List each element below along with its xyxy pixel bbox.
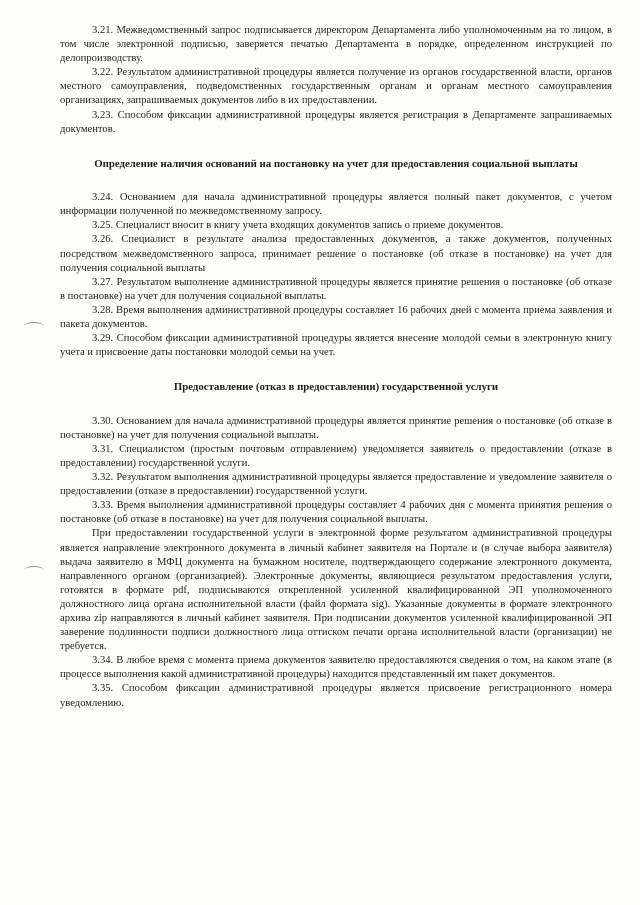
paragraph: 3.24. Основанием для начала административной процедуры является полный пакет документов, с учетом информации полученной по межведомственному запросу.: [60, 192, 612, 218]
section-eligibility: [60, 157, 612, 361]
paragraph: 3.33. Время выполнения административной процедуры составляет 4 рабочих дня с момента принятия решения о постановке (об отказе в постановке) на учет для получения социальной выплаты.: [60, 500, 612, 526]
paragraph: 3.30. Основанием для начала административной процедуры является принятие решения о постановке (об отказе в постановке) на учет для получения социальной выплаты.: [60, 415, 612, 441]
section-provision: [60, 380, 612, 710]
paragraph: 3.27. Результатом выполнение административной процедуры является принятие решения о постановке (об отказе в постановке) на учет для получения социальной выплаты.: [60, 276, 612, 302]
paragraph: 3.22. Результатом административной процедуры является получение из органов государственной власти, органов местного самоуправления, подведомственных государственным органам и органам местного самоуправления организациях, запрашиваемых документов либо в их предоставлении.: [60, 67, 612, 107]
paragraph: 3.29. Способом фиксации административной процедуры является внесение молодой семьи в электронную книгу учета и присвоение даты постановки молодой семьи на учет.: [60, 333, 612, 359]
paragraph: 3.28. Время выполнения административной процедуры составляет 16 рабочих дней с момента приема заявления и пакета документов.: [60, 304, 612, 330]
section-heading: Определение наличия оснований на постановку на учет для предоставления социальной выплаты: [94, 157, 578, 170]
paragraph: 3.21. Межведомственный запрос подписывается директором Департамента либо уполномоченным на то лицом, в том числе электронной подписью, заверяется печатью Департамента в порядке, определенном инструкцией по делопроизводству.: [60, 25, 612, 65]
section-heading: Предоставление (отказ в предоставлении) государственной услуги: [173, 381, 499, 394]
paragraph: При предоставлении государственной услуги в электронной форме результатом административной процедуры является направление электронного документа в личный кабинет заявителя на Портале и (в случае выбора заявителя) выдача заявителю в МФЦ документа на бумажном носителе, подтверждающего содержание электронного документа, направленного органом (организацией). Электронные документы, являющиеся результатом предоставления услуги, готовятся в формате pdf, подписываются открепленной усиленной квалифицированной ЭП уполномоченного должностного лица органа исполнительной власти (файл формата sig). Указанные документы в формате электронного архива zip направляются в личный кабинет заявителя. При подписании документов усиленной квалифицированной ЭП заверение подлинности подписи должностного лица оттиском печати органа исполнительной власти (организации) не требуется.: [60, 528, 612, 653]
margin-mark: [24, 566, 44, 575]
paragraph: 3.35. Способом фиксации административной процедуры является присвоение регистрационного номера уведомлению.: [60, 683, 612, 709]
paragraph: 3.34. В любое время с момента приема документов заявителю предоставляются сведения о том, на каком этапе (в процессе выполнения какой административной процедуры) находится представленный им пакет документов.: [60, 655, 612, 681]
paragraph: 3.32. Результатом выполнения административной процедуры является предоставление и уведомление заявителя о предоставлении (отказе в предоставлении) государственной услуги.: [60, 472, 612, 498]
paragraph: 3.31. Специалистом (простым почтовым отправлением) уведомляется заявитель о предоставлении (отказе в предоставлении) государственной услуги.: [60, 443, 612, 469]
document-page: [60, 24, 612, 711]
paragraph: 3.25. Специалист вносит в книгу учета входящих документов запись о приеме документов.: [92, 220, 504, 232]
margin-mark: [24, 322, 44, 331]
section-intro: [60, 24, 612, 137]
paragraph: 3.26. Специалист в результате анализа предоставленных документов, а также документов, полученных посредством межведомственного запроса, принимает решение о постановке (об отказе в постановке) на учет для получения социальной выплаты: [60, 234, 612, 274]
paragraph: 3.23. Способом фиксации административной процедуры является регистрация в Департаменте запрашиваемых документов.: [60, 109, 612, 135]
